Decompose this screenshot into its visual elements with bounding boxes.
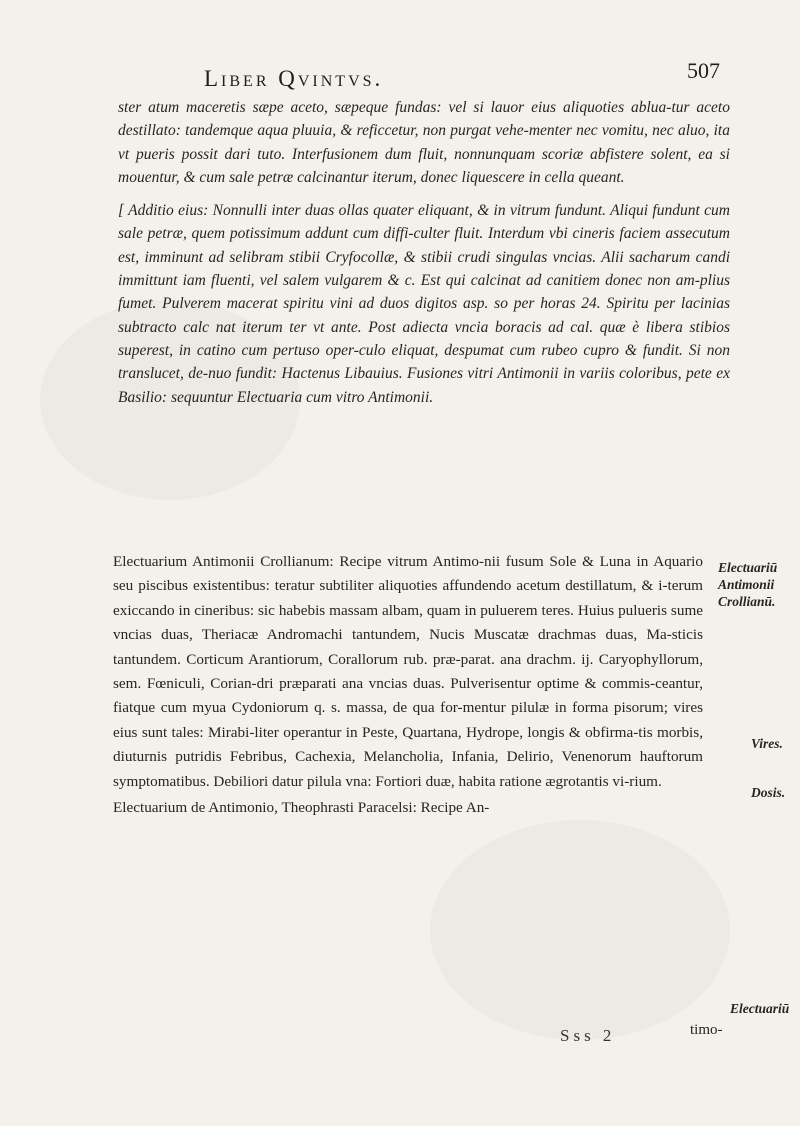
roman-paragraph: Electuarium Antimonii Crollianum: Recipe vitrum Antimo-nii fusum Sole & Luna in Aquario seu piscibus existentibus: teratur subtiliter aliquoties affundendo acetum destillatum, & i-terum exiccando in cineribus: sic habebis massam albam, quam in puluerem teres. Huius pulueris sume vncias duas, Theriacæ Andromachi tantundem, Nucis Muscatæ drachmas duas, Ma-sticis tantundem. Corticum Arantiorum, Corallorum rub. præ-parat. ana drachm. ij. Caryophyllorum, sem. Fœniculi, Corian-dri præparati ana vncias duas. Pulverisentur optime & commis-ceantur, fiatque cum myua Cydoniorum q. s. massa, de qua for-mentur pilulæ in forma pisorum; vires eius sunt tales: Mirabi-liter operantur in Peste, Quartana, Hydrope, longis & obfirma-tis morbis, diuturnis putridis Febribus, Cachexia, Melancholia, Infania, Delirio, Venenorum hauftorum symptomatibus. Debiliori datur pilula vna: Fortiori duæ, habita ratione ægrotantis vi-rium.: [113, 553, 703, 790]
italic-paragraph: ster atum maceretis sæpe aceto, sæpeque fundas: vel si lauor eius aliquoties ablua-tur aceto destillato: tandemque aqua pluuia, & reficcetur, non purgat vehe-menter nec vomitu, nec aluo, ita vt pueris possit dari tuto. Interfusionem dum fluit, nonnunquam scoriæ abfistere solent, ea si mouentur, & cum sale petræ calcinantur iterum, donec liquescere in cella queant.: [118, 99, 730, 186]
italic-text-block: [118, 96, 730, 415]
signature-mark: Sss 2: [560, 1026, 616, 1045]
margin-note-electuarium-2: Electuariū: [730, 1001, 790, 1016]
roman-text-block: [113, 550, 703, 820]
roman-paragraph: Electuarium de Antimonio, Theophrasti Paracelsi: Recipe An-: [113, 799, 490, 817]
margin-note-electuarium: Electuariū Antimonii Crollianū.: [718, 560, 778, 609]
paper-stain: [430, 820, 730, 1040]
page-header: [160, 58, 720, 92]
italic-paragraph: [ Additio eius: Nonnulli inter duas ollas quater eliquant, & in vitrum fundunt. Aliqui fundunt cum sale petræ, quem potissimum addunt cum diffi-culter fluit. Interdum vbi cineris faciem assecutum est, imminunt ad selibram stibii Cryfocollæ, & stibii crudi singulas vncias. Alii sacharum candi immittunt iam fluenti, vel salem vulgarem & c. Est qui calcinat ad canitiem donec non am-plius fumet. Pulverem macerat spiritu vini ad duos digitos asp. so per horas 24. Spiritu per lacinias subtracto calc nat iterum ter vt ante. Post adiecta vncia boracis ad cal. quæ è libera stibios superest, in catino cum pertuso oper-culo eliquat, despumat cum rubeo cupro & fundit. Si non translucet, de-nuo fundit: Hactenus Libauius. Fusiones vitri Antimonii in variis coloribus, pete ex Basilio: sequuntur Electuaria cum vitro Antimonii.: [118, 202, 730, 406]
running-head: Liber Qvintvs.: [204, 66, 384, 91]
catchword: timo-: [690, 1022, 723, 1038]
page-number: 507: [687, 58, 720, 83]
margin-note-vires: Vires.: [751, 736, 783, 751]
margin-note-dosis: Dosis.: [751, 785, 786, 800]
